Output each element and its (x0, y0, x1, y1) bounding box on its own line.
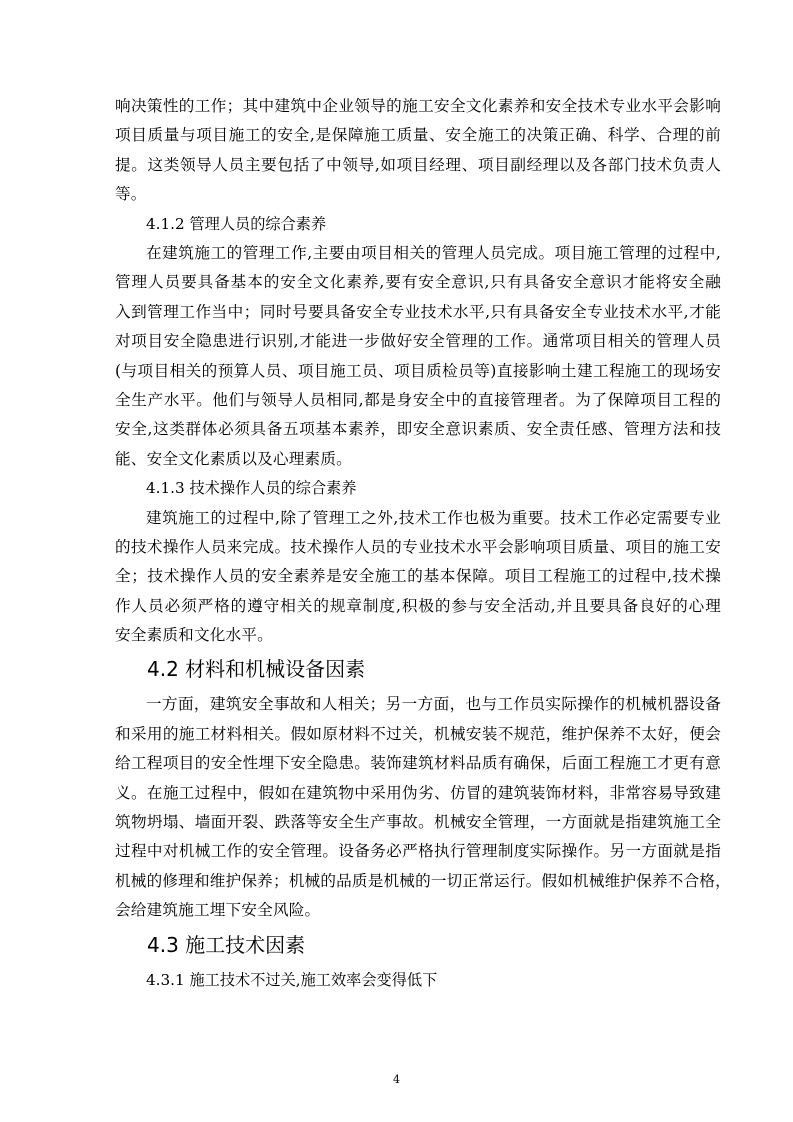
text-line: 响决策性的工作；其中建筑中企业领导的施工安全文化素养和安全技术专业水平会影响 (115, 97, 721, 115)
text-line: 在建筑施工的管理工作,主要由项目相关的管理人员完成。项目施工管理的过程中, (146, 243, 721, 262)
text-line: 对项目安全隐患进行识别,才能进一步做好安全管理的工作。通常项目相关的管理人员 (115, 332, 721, 351)
text-line: 项目质量与项目施工的安全,是保障施工质量、安全施工的决策正确、科学、合理的前 (115, 126, 721, 145)
text-line: 会给建筑施工埋下安全风险。 (115, 901, 321, 920)
text-line: 建筑施工的过程中,除了管理工之外,技术工作也极为重要。技术工作必定需要专业 (146, 508, 721, 527)
text-line: 的技术操作人员来完成。技术操作人员的专业技术水平会影响项目质量、项目的施工安 (115, 537, 721, 556)
text-line: 全生产水平。他们与领导人员相同,都是身安全中的直接管理者。为了保障项目工程的 (115, 390, 721, 409)
subsection-heading-4-3-1: 4.3.1 施工技术不过关,施工效率会变得低下 (146, 970, 438, 989)
subsection-heading-4-1-2: 4.1.2 管理人员的综合素养 (146, 214, 327, 233)
section-heading-4-3: 4.3 施工技术因素 (147, 932, 306, 957)
text-line: 机械的修理和维护保养；机械的品质是机械的一切正常运行。假如机械维护保养不合格， (115, 871, 731, 890)
text-line: 筑物坍塌、墙面开裂、跌落等安全生产事故。机械安全管理，一方面就是指建筑施工全 (115, 813, 721, 832)
paragraph-management-staff (115, 239, 721, 474)
text-line: 等。 (115, 185, 147, 204)
text-line: 入到管理工作当中；同时号要具备安全专业技术水平,只有具备安全专业技术水平,才能 (115, 302, 721, 321)
text-line: 全；技术操作人员的安全素养是安全施工的基本保障。项目工程施工的过程中,技术操 (115, 567, 721, 586)
paragraph-materials-machinery (115, 690, 731, 925)
paragraph-technical-staff (115, 504, 721, 651)
text-line: 给工程项目的安全性埋下安全隐患。装饰建筑材料品质有确保，后面工程施工才更有意 (115, 754, 721, 773)
subsection-heading-4-1-3: 4.1.3 技术操作人员的综合素养 (146, 479, 357, 498)
text-line: 能、安全文化素质以及心理素质。 (115, 449, 352, 468)
text-line: 义。在施工过程中，假如在建筑物中采用伪劣、仿冒的建筑装饰材料，非常容易导致建 (115, 783, 721, 802)
text-line: 作人员必须严格的遵守相关的规章制度,积极的参与安全活动,并且要具备良好的心理 (115, 596, 721, 615)
text-line: 和采用的施工材料相关。假如原材料不过关，机械安装不规范，维护保养不太好，便会 (115, 724, 721, 743)
section-heading-4-2: 4.2 材料和机械设备因素 (147, 657, 366, 682)
text-line: 提。这类领导人员主要包括了中领导,如项目经理、项目副经理以及各部门技术负责人 (115, 155, 721, 174)
page-number: 4 (393, 1073, 400, 1086)
text-line: 管理人员要具备基本的安全文化素养,要有安全意识,只有具备安全意识才能将安全融 (115, 273, 721, 292)
text-line: 安全素质和文化水平。 (115, 626, 273, 645)
page-content (115, 92, 731, 995)
text-line: 一方面，建筑安全事故和人相关；另一方面，也与工作员实际操作的机械机器设备 (146, 695, 721, 714)
text-line: 过程中对机械工作的安全管理。设备务必严格执行管理制度实际操作。另一方面就是指 (115, 842, 721, 861)
text-line: 安全,这类群体必须具备五项基本素养，即安全意识素质、安全责任感、管理方法和技 (115, 420, 721, 439)
paragraph-leadership-continued (115, 92, 721, 210)
text-line: (与项目相关的预算人员、项目施工员、项目质检员等)直接影响土建工程施工的现场安 (115, 361, 721, 380)
